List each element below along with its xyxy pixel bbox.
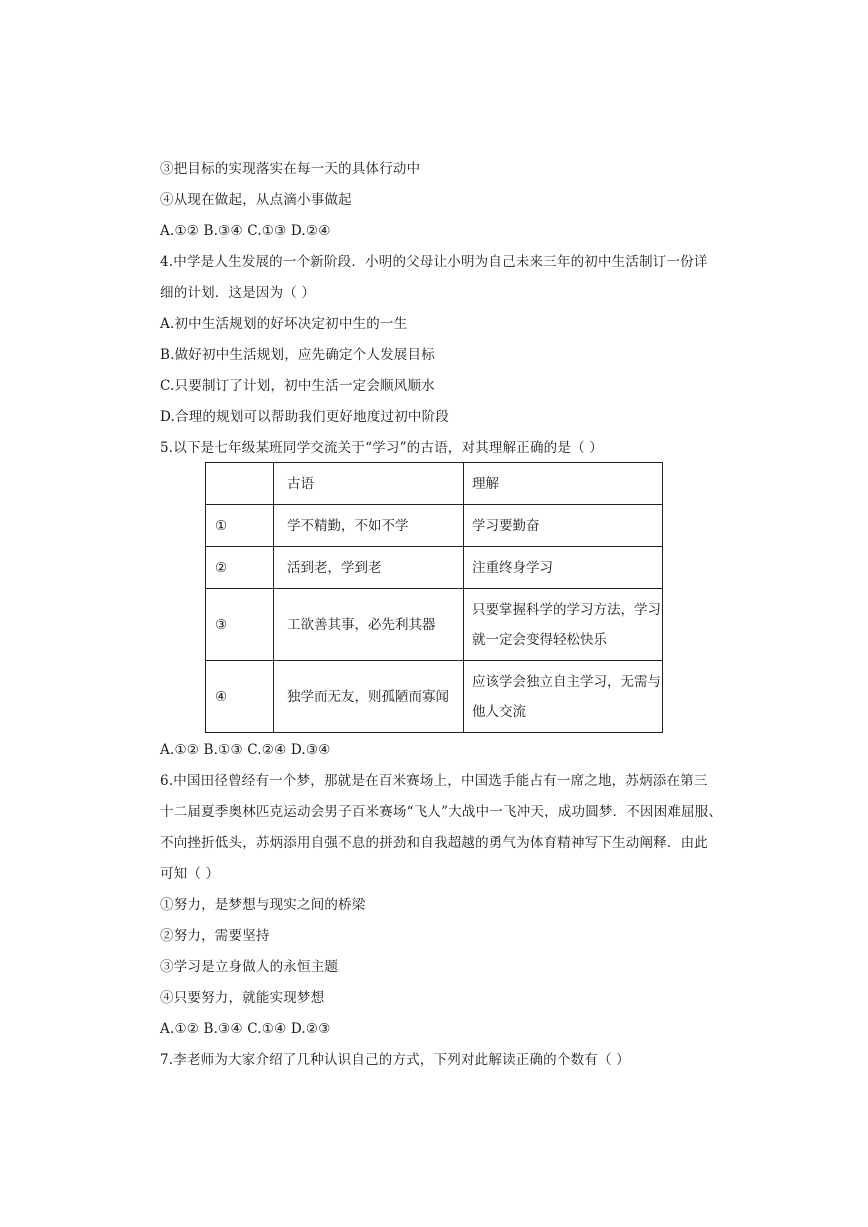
meaning-cell: [464, 661, 663, 733]
option-line: ①努力，是梦想与现实之间的桥梁: [160, 897, 366, 913]
question-7-text: 7.李老师为大家介绍了几种认识自己的方式，下列对此解读正确的个数有（ ）: [160, 1052, 630, 1068]
row-number: ③: [206, 589, 274, 661]
option-line: ③把目标的实现落实在每一天的具体行动中: [160, 161, 421, 177]
table-row: [206, 547, 663, 589]
question-6-text: 十二届夏季奥林匹克运动会男子百米赛场“飞人”大战中一飞冲天，成功圆梦．不因困难屈服、: [160, 804, 723, 820]
option-line: B.做好初中生活规划，应先确定个人发展目标: [160, 347, 435, 363]
table-header-cell: [206, 463, 274, 505]
saying-cell: 活到老，学到老: [274, 547, 464, 589]
row-number: ①: [206, 505, 274, 547]
meaning-line: 只要掌握科学的学习方法，学习: [472, 601, 661, 618]
meaning-cell: 注重终身学习: [464, 547, 663, 589]
table-row: [206, 661, 663, 733]
saying-cell: 学不精勤，不如不学: [274, 505, 464, 547]
question-5-text: 5.以下是七年级某班同学交流关于“学习”的古语，对其理解正确的是（ ）: [160, 440, 603, 456]
answer-choices: A.①② B.③④ C.①④ D.②③: [160, 1021, 331, 1037]
option-line: ②努力，需要坚持: [160, 928, 270, 944]
table-row: [206, 505, 663, 547]
sayings-table: [205, 462, 663, 733]
question-4-text: 细的计划．这是因为（ ）: [160, 285, 316, 301]
question-4-text: 4.中学是人生发展的一个新阶段．小明的父母让小明为自己未来三年的初中生活制订一份详: [160, 254, 708, 270]
meaning-line: 就一定会变得轻松快乐: [472, 631, 607, 648]
saying-cell: 独学而无友，则孤陋而寡闻: [274, 661, 464, 733]
meaning-cell: [464, 589, 663, 661]
option-line: ③学习是立身做人的永恒主题: [160, 959, 339, 975]
table-header-cell: 古语: [274, 463, 464, 505]
meaning-line: 他人交流: [472, 703, 526, 720]
row-number: ②: [206, 547, 274, 589]
option-line: A.初中生活规划的好坏决定初中生的一生: [160, 316, 408, 332]
question-6-text: 6.中国田径曾经有一个梦，那就是在百米赛场上，中国选手能占有一席之地，苏炳添在第三: [160, 773, 708, 789]
option-line: D.合理的规划可以帮助我们更好地度过初中阶段: [160, 409, 450, 425]
option-line: ④从现在做起，从点滴小事做起: [160, 192, 352, 208]
answer-choices: A.①② B.①③ C.②④ D.③④: [160, 742, 331, 758]
question-6-text: 不向挫折低头，苏炳添用自强不息的拼劲和自我超越的勇气为体育精神写下生动阐释．由此: [160, 835, 708, 851]
saying-cell: 工欲善其事，必先利其器: [274, 589, 464, 661]
row-number: ④: [206, 661, 274, 733]
question-6-text: 可知（ ）: [160, 866, 220, 882]
table-row: [206, 589, 663, 661]
meaning-cell: 学习要勤奋: [464, 505, 663, 547]
answer-choices: A.①② B.③④ C.①③ D.②④: [160, 223, 331, 239]
table-header-cell: 理解: [464, 463, 663, 505]
option-line: ④只要努力，就能实现梦想: [160, 990, 325, 1006]
option-line: C.只要制订了计划，初中生活一定会顺风顺水: [160, 378, 435, 394]
meaning-line: 应该学会独立自主学习，无需与: [472, 673, 661, 690]
table-header-row: [206, 463, 663, 505]
